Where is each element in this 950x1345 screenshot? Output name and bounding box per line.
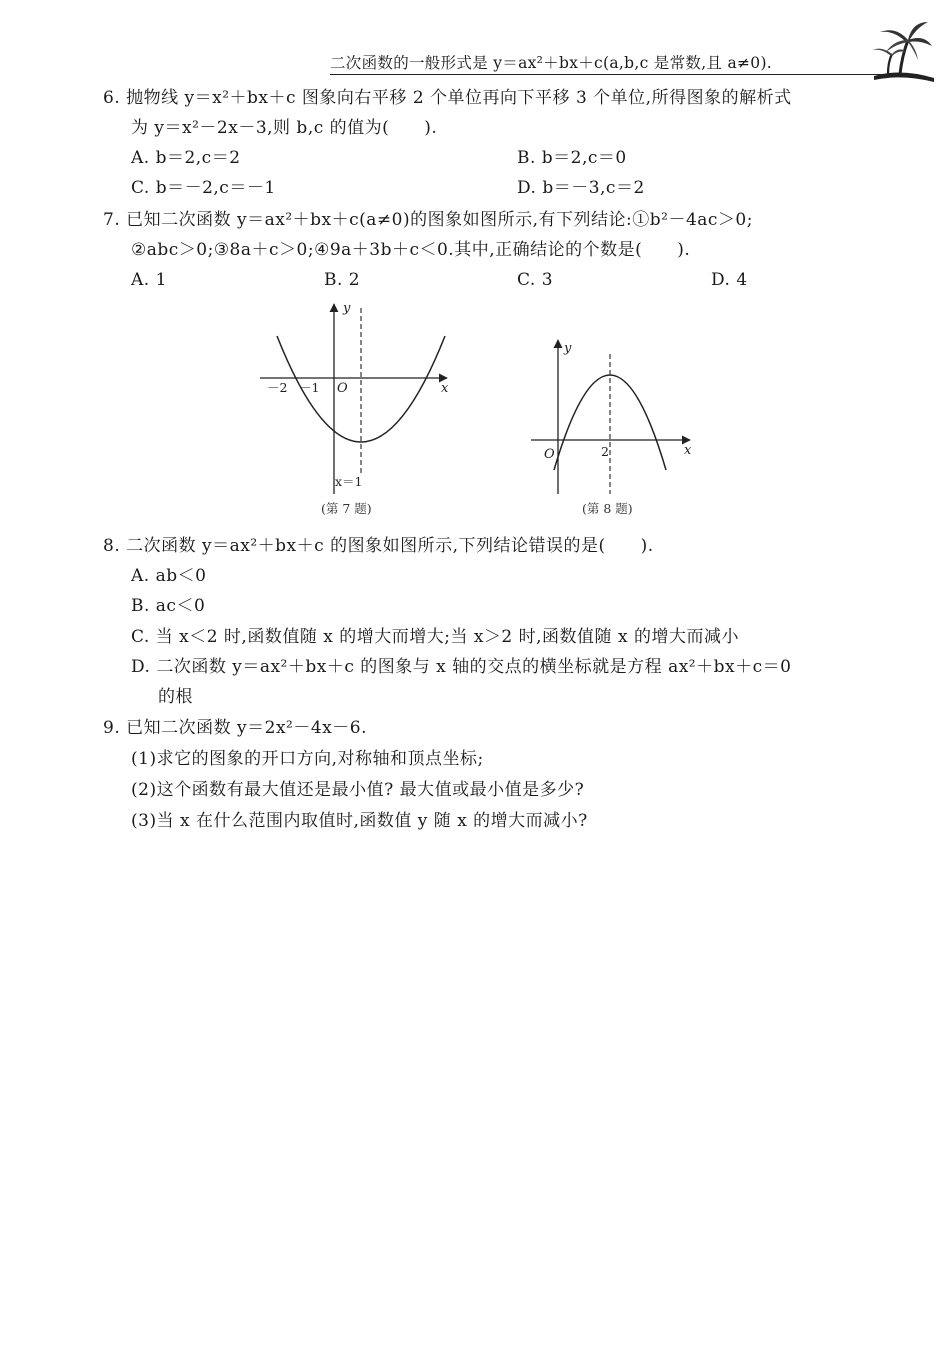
- fig8-origin-label: O: [544, 447, 555, 462]
- q6-option-a: A. b＝2,c＝2: [131, 148, 241, 168]
- q6-stem-line2: 为 y＝x²－2x－3,则 b,c 的值为( ).: [131, 118, 438, 138]
- q6-stem-line1: 6. 抛物线 y＝x²＋bx＋c 图象向右平移 2 个单位再向下平移 3 个单位,所得图象的解析式: [103, 88, 792, 108]
- q8-option-d-line1: D. 二次函数 y＝ax²＋bx＋c 的图象与 x 轴的交点的横坐标就是方程 ax²＋bx＋c＝0: [131, 657, 792, 677]
- fig8-x-label: x: [684, 443, 692, 458]
- q9-subquestion-1: (1)求它的图象的开口方向,对称轴和顶点坐标;: [131, 749, 484, 769]
- q7-option-b: B. 2: [324, 270, 361, 290]
- fig8-y-label: y: [564, 341, 572, 356]
- q7-stem-line2: ②abc＞0;③8a＋c＞0;④9a＋3b＋c＜0.其中,正确结论的个数是( ).: [131, 240, 691, 260]
- figure-7-caption: (第 7 题): [321, 501, 372, 516]
- q8-option-a: A. ab＜0: [131, 566, 207, 586]
- q7-option-c: C. 3: [517, 270, 554, 290]
- figure-7-parabola-graph: [255, 298, 455, 498]
- q8-option-b: B. ac＜0: [131, 596, 206, 616]
- fig7-tick-neg2: －2: [267, 380, 288, 395]
- q9-subquestion-3: (3)当 x 在什么范围内取值时,函数值 y 随 x 的增大而减小?: [131, 811, 588, 831]
- fig7-y-label: y: [343, 301, 351, 316]
- q9-subquestion-2: (2)这个函数有最大值还是最小值? 最大值或最小值是多少?: [131, 780, 585, 800]
- header-rule: [330, 74, 890, 75]
- q7-option-a: A. 1: [131, 270, 167, 290]
- q7-stem-line1: 7. 已知二次函数 y＝ax²＋bx＋c(a≠0)的图象如图所示,有下列结论:①b²－4ac＞0;: [103, 210, 753, 230]
- fig8-tick-2: 2: [601, 444, 609, 459]
- q7-option-d: D. 4: [711, 270, 748, 290]
- q8-stem-line1: 8. 二次函数 y＝ax²＋bx＋c 的图象如图所示,下列结论错误的是( ).: [103, 536, 654, 556]
- q6-option-c: C. b＝－2,c＝－1: [131, 178, 276, 198]
- page-header-text: 二次函数的一般形式是 y＝ax²＋bx＋c(a,b,c 是常数,且 a≠0).: [330, 54, 773, 72]
- fig7-origin-label: O: [337, 381, 348, 396]
- q8-option-d-line2: 的根: [158, 687, 193, 707]
- figure-8-caption: (第 8 题): [582, 501, 633, 516]
- q9-stem-line1: 9. 已知二次函数 y＝2x²－4x－6.: [103, 718, 367, 738]
- q6-option-b: B. b＝2,c＝0: [517, 148, 627, 168]
- fig7-tick-neg1: －1: [299, 380, 320, 395]
- fig7-symmetry-label: x＝1: [335, 474, 363, 489]
- q6-option-d: D. b＝－3,c＝2: [517, 178, 645, 198]
- q8-option-c: C. 当 x＜2 时,函数值随 x 的增大而增大;当 x＞2 时,函数值随 x 的增大而减小: [131, 627, 739, 647]
- fig7-x-label: x: [441, 381, 449, 396]
- palm-tree-icon: [866, 16, 936, 86]
- figure-8-parabola-graph: [528, 330, 698, 498]
